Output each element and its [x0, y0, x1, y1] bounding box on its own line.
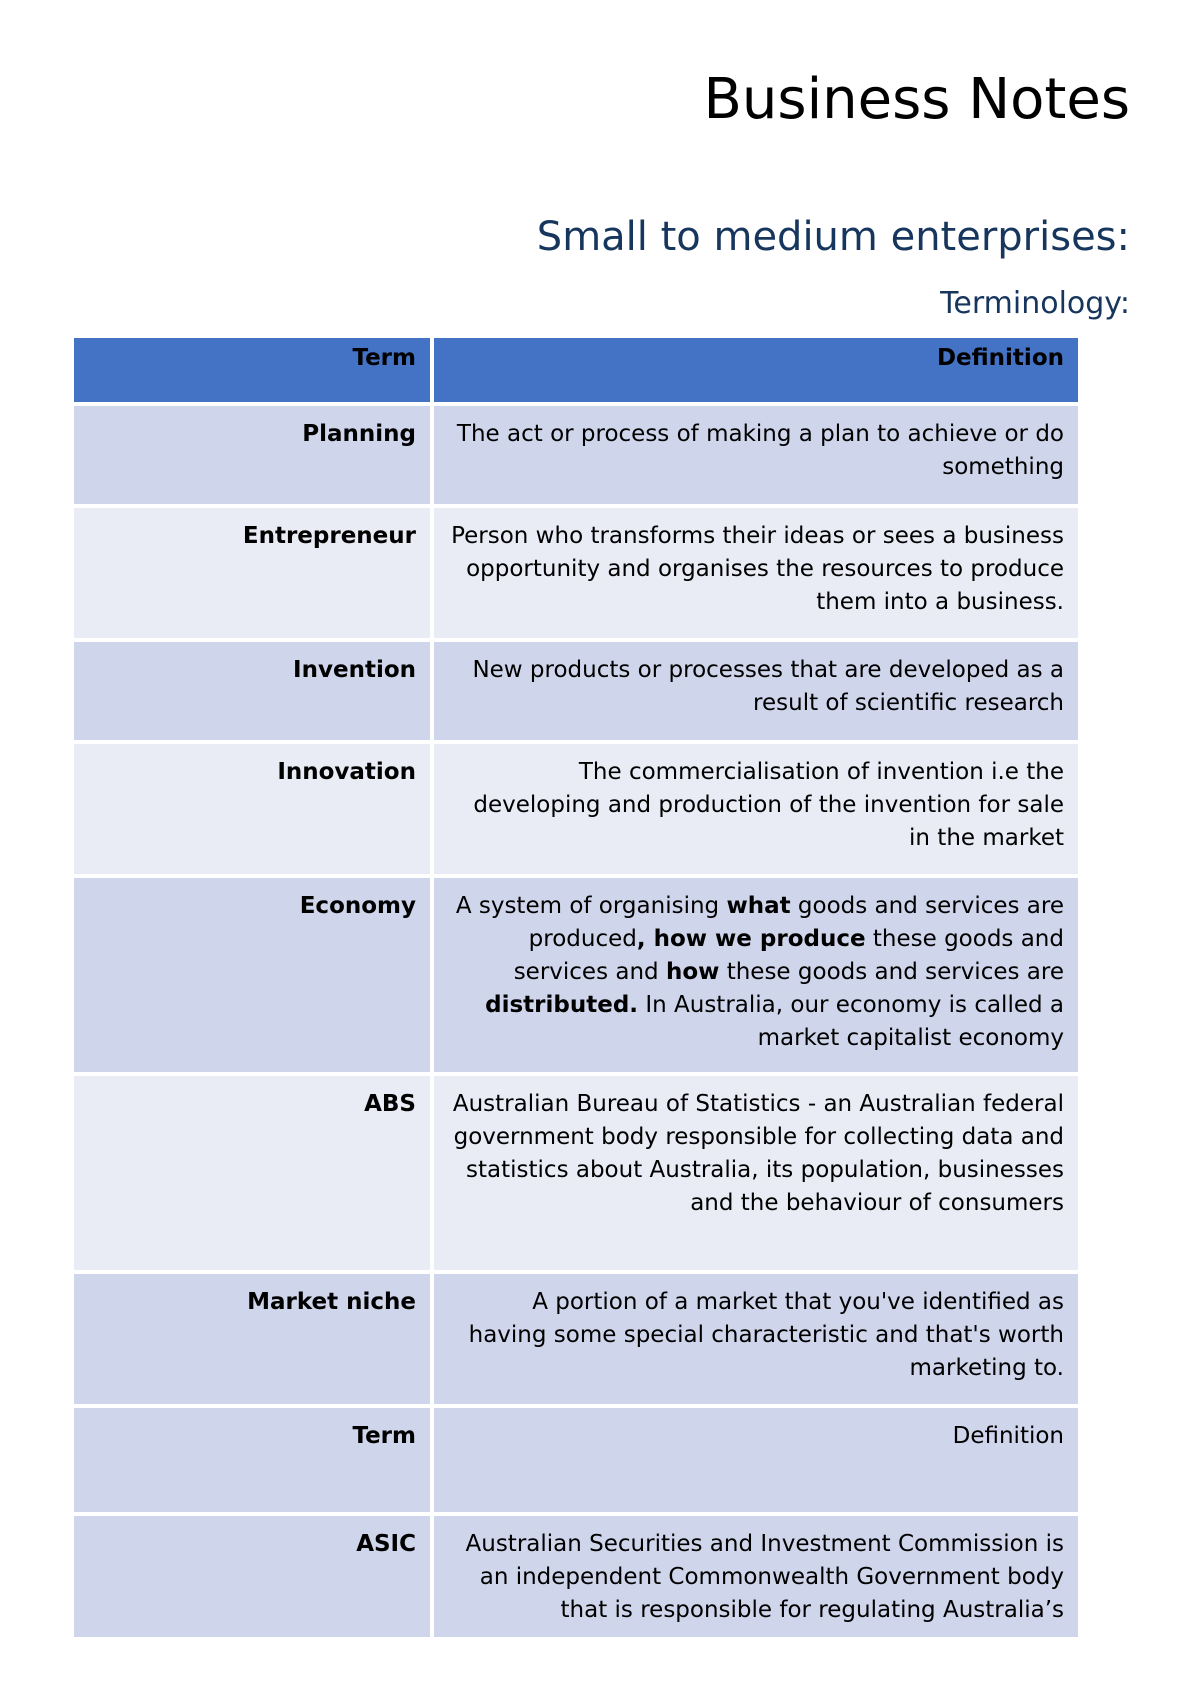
definition-cell — [434, 878, 1078, 1072]
definition-cell: Australian Securities and Investment Commission is an independent Commonwealth Government body that is responsible for regulating Australia’s — [434, 1516, 1078, 1637]
header-term: Term — [74, 338, 430, 402]
table-row — [74, 878, 1078, 1072]
term-cell: Market niche — [74, 1274, 430, 1404]
table-row — [74, 744, 1078, 874]
definition-cell: Definition — [434, 1408, 1078, 1512]
definition-cell: New products or processes that are developed as a result of scientific research — [434, 642, 1078, 740]
term-cell: ABS — [74, 1076, 430, 1270]
term-cell: Innovation — [74, 744, 430, 874]
term-cell: Planning — [74, 406, 430, 504]
definition-part-bold: distributed. — [485, 992, 639, 1018]
term-cell: ASIC — [74, 1516, 430, 1637]
subsection-heading: Terminology: — [940, 286, 1130, 321]
table-row — [74, 1076, 1078, 1270]
section-heading: Small to medium enterprises: — [536, 214, 1130, 260]
term-cell: Invention — [74, 642, 430, 740]
definition-part: these goods and services are — [719, 959, 1064, 985]
definition-part: In Australia, our economy is called a market capitalist economy — [638, 992, 1064, 1051]
terminology-table — [70, 334, 1082, 1641]
table-row — [74, 406, 1078, 504]
term-cell: Term — [74, 1408, 430, 1512]
term-cell: Entrepreneur — [74, 508, 430, 638]
definition-part-bold: , how we produce — [636, 926, 866, 952]
table-row — [74, 508, 1078, 638]
definition-part: these goods and services and — [513, 926, 1064, 985]
definition-part: A system of organising — [455, 893, 727, 919]
definition-cell: A portion of a market that you've identified as having some special characteristic and that's worth marketing to. — [434, 1274, 1078, 1404]
header-definition: Definition — [434, 338, 1078, 402]
definition-part: goods and services are produced — [528, 893, 1064, 952]
definition-cell: The commercialisation of invention i.e the developing and production of the invention for sale in the market — [434, 744, 1078, 874]
definition-cell: Australian Bureau of Statistics - an Australian federal government body responsible for collecting data and statistics about Australia, its population, businesses and the behaviour of consumers — [434, 1076, 1078, 1270]
definition-part-bold: how — [665, 959, 720, 985]
table-row — [74, 1408, 1078, 1512]
definition-cell: Person who transforms their ideas or sees a business opportunity and organises the resources to produce them into a business. — [434, 508, 1078, 638]
definition-part-bold: what — [726, 893, 791, 919]
term-cell: Economy — [74, 878, 430, 1072]
definition-cell: The act or process of making a plan to achieve or do something — [434, 406, 1078, 504]
table-header-row — [74, 338, 1078, 402]
document-title: Business Notes — [703, 67, 1130, 132]
table-row — [74, 1516, 1078, 1637]
table-row — [74, 1274, 1078, 1404]
table-row — [74, 642, 1078, 740]
